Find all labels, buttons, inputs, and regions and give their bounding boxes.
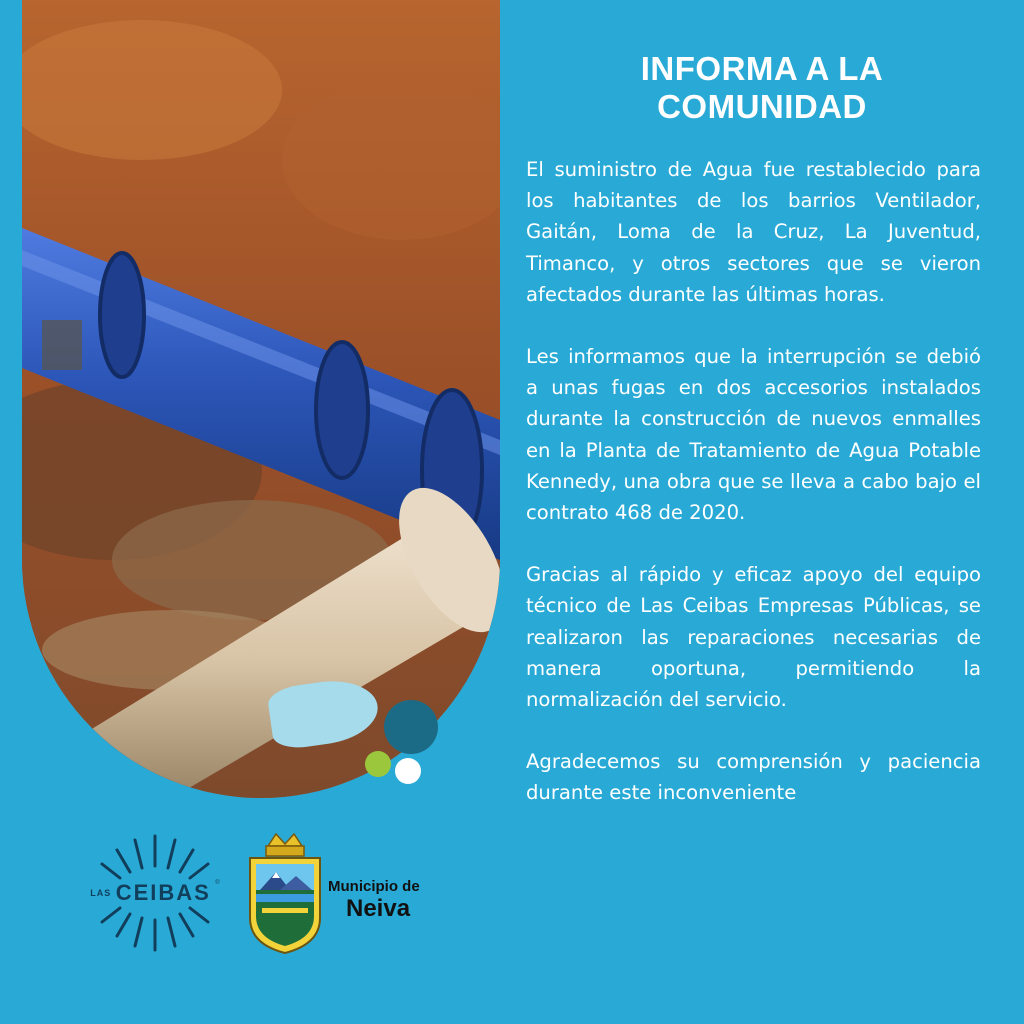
title-line-2: COMUNIDAD [657, 88, 867, 125]
decor-circle-dark [384, 700, 438, 754]
paragraph-restored: El suministro de Agua fue restablecido para los habitantes de los barrios Ventilador, Gaitán, Loma de la Cruz, La Juventud, Timanco, y otros sectores que se vieron afectados durante las últimas horas. [526, 158, 981, 306]
title-line-1: INFORMA A LA [640, 50, 884, 87]
paragraph-cause: Les informamos que la interrupción se debió a unas fugas en dos accesorios instalados durante la construcción de nuevos enmalles en la Planta de Tratamiento de Agua Potable Kennedy, una obra que se lleva a cabo bajo el contrato 468 de 2020. [526, 345, 981, 525]
ceibas-small-text: LAS [90, 888, 112, 898]
neiva-line: Neiva [346, 895, 411, 922]
municipio-line: Municipio de [328, 878, 420, 895]
pipe-repair-photo [22, 0, 500, 798]
page-title [560, 50, 964, 126]
neiva-coat-of-arms [246, 832, 324, 954]
paragraph-thanks-team: Gracias al rápido y eficaz apoyo del equipo técnico de Las Ceibas Empresas Públicas, se realizaron las reparaciones necesarias de manera oportuna, permitiendo la normalización del servicio. [526, 563, 981, 712]
ceibas-big-text: CEIBAS [115, 880, 211, 905]
ceibas-wordmark [80, 880, 230, 906]
pipe-scene-illustration [22, 0, 500, 798]
decor-circle-white [395, 758, 421, 784]
shield-icon [246, 832, 324, 954]
decor-circle-green [365, 751, 391, 777]
paragraph-gratitude: Agradecemos su comprensión y paciencia durante este inconveniente [526, 750, 981, 805]
municipio-neiva-label [328, 878, 420, 922]
ceibas-trademark: ® [215, 880, 220, 886]
announcement-body [526, 154, 981, 840]
las-ceibas-logo [80, 830, 230, 956]
